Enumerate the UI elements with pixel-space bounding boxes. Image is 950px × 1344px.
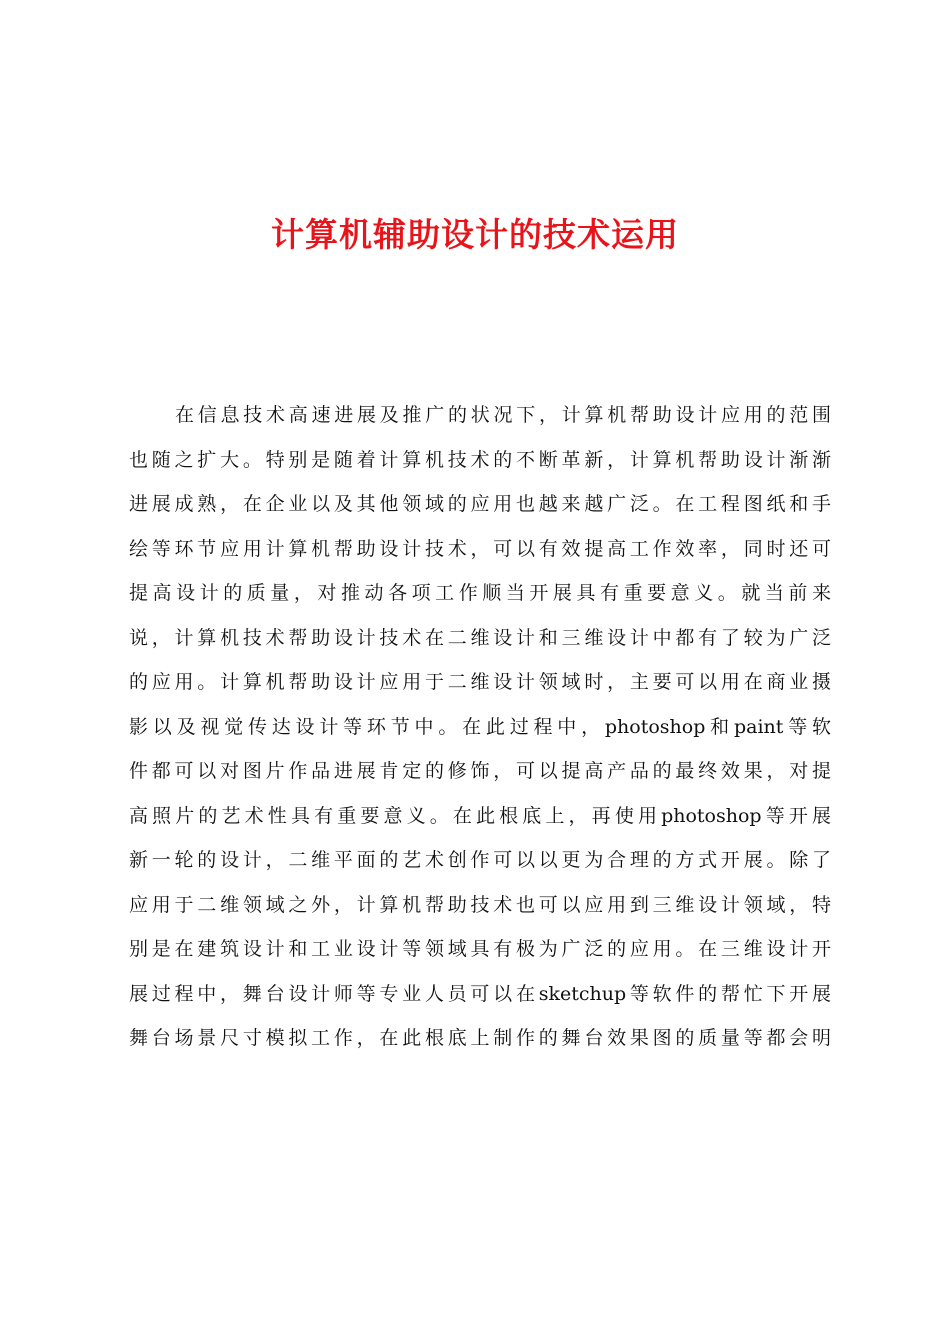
paragraph-line: 别是在建筑设计和工业设计等领域具有极为广泛的应用。在三维设计开 xyxy=(129,938,831,960)
paragraph-line: 的应用。计算机帮助设计应用于二维设计领域时，主要可以用在商业摄 xyxy=(129,671,831,693)
body-paragraph xyxy=(129,393,831,1061)
paragraph-line: 应用于二维领域之外，计算机帮助技术也可以应用到三维设计领域，特 xyxy=(129,893,831,916)
paragraph-line: 影以及视觉传达设计等环节中。在此过程中，photoshop和paint等软 xyxy=(129,715,831,738)
paragraph-line: 高照片的艺术性具有重要意义。在此根底上，再使用photoshop等开展 xyxy=(129,804,831,827)
paragraph-line: 绘等环节应用计算机帮助设计技术，可以有效提高工作效率，同时还可 xyxy=(129,537,831,560)
paragraph-line: 件都可以对图片作品进展肯定的修饰，可以提高产品的最终效果，对提 xyxy=(129,760,831,782)
paragraph-line: 新一轮的设计，二维平面的艺术创作可以以更为合理的方式开展。除了 xyxy=(129,849,831,871)
paragraph-line: 说，计算机技术帮助设计技术在二维设计和三维设计中都有了较为广泛 xyxy=(129,626,831,649)
paragraph-line: 在信息技术高速进展及推广的状况下，计算机帮助设计应用的范围 xyxy=(175,404,831,426)
paragraph-line: 展过程中，舞台设计师等专业人员可以在sketchup等软件的帮忙下开展 xyxy=(129,982,831,1005)
document-title: 计算机辅助设计的技术运用 xyxy=(271,215,679,254)
paragraph-line: 进展成熟，在企业以及其他领域的应用也越来越广泛。在工程图纸和手 xyxy=(129,493,831,515)
paragraph-line: 提高设计的质量，对推动各项工作顺当开展具有重要意义。就当前来 xyxy=(129,582,831,604)
paragraph-line: 舞台场景尺寸模拟工作，在此根底上制作的舞台效果图的质量等都会明 xyxy=(129,1027,831,1049)
paragraph-line: 也随之扩大。特别是随着计算机技术的不断革新，计算机帮助设计渐渐 xyxy=(129,448,831,471)
